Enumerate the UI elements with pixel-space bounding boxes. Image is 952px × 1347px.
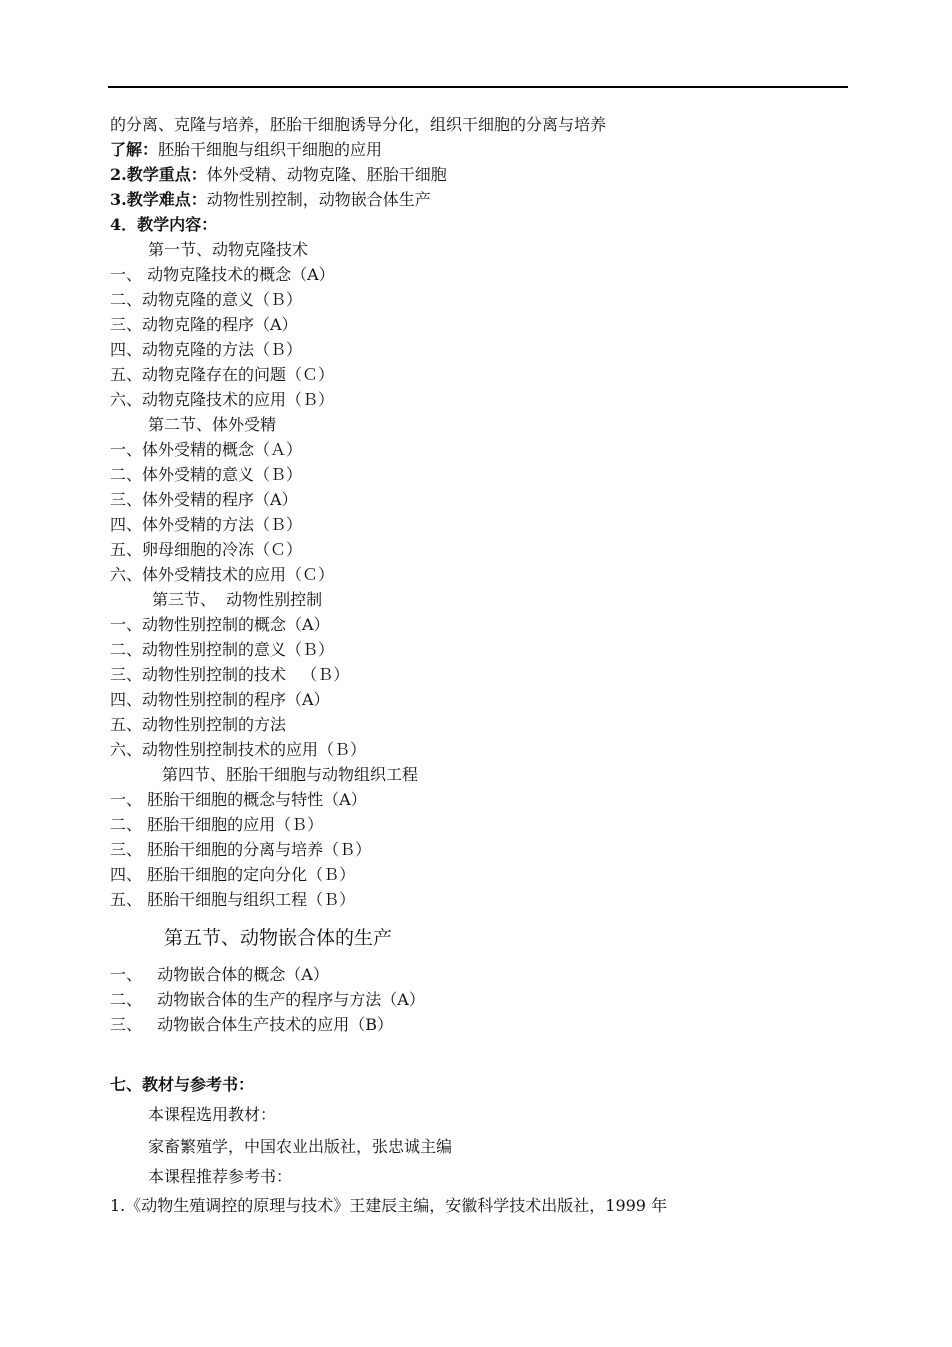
text-line — [110, 140, 382, 160]
line-label: 了解： — [110, 140, 159, 159]
list-item: 五、 胚胎干细胞与组织工程（Ｂ） — [110, 890, 356, 909]
list-item: 二、动物性别控制的意义（Ｂ） — [110, 640, 335, 659]
list-item: 五、动物性别控制的方法 — [110, 715, 287, 734]
list-item: 六、动物克隆技术的应用（Ｂ） — [110, 390, 335, 409]
list-item: 四、动物克隆的方法（Ｂ） — [110, 340, 303, 359]
list-item: 二、 胚胎干细胞的应用（Ｂ） — [110, 815, 324, 834]
list-item: 一、体外受精的概念（Ａ） — [110, 440, 303, 459]
list-item: 一、 动物克隆技术的概念（A） — [110, 265, 335, 284]
list-item: 六、动物性别控制技术的应用（Ｂ） — [110, 740, 367, 759]
subsection-title: 第四节、胚胎干细胞与动物组织工程 — [162, 765, 419, 784]
list-item: 三、 胚胎干细胞的分离与培养（Ｂ） — [110, 840, 372, 859]
list-item: 二、动物克隆的意义（Ｂ） — [110, 290, 303, 309]
text-line: 本课程选用教材： — [148, 1105, 277, 1124]
list-item: 五、卵母细胞的冷冻（Ｃ） — [110, 540, 303, 559]
list-item: 五、动物克隆存在的问题（Ｃ） — [110, 365, 335, 384]
list-item: 四、动物性别控制的程序（A） — [110, 690, 330, 709]
text-line: 本课程推荐参考书： — [148, 1167, 293, 1186]
line-text: 体外受精、动物克隆、胚胎干细胞 — [206, 165, 447, 184]
list-item: 二、体外受精的意义（Ｂ） — [110, 465, 303, 484]
line-label: 3.教学难点： — [110, 190, 207, 209]
text-line: 家畜繁殖学，中国农业出版社，张忠诚主编 — [148, 1137, 453, 1156]
subsection-title: 第一节、动物克隆技术 — [148, 240, 309, 259]
list-item: 一、 动物嵌合体的概念（A） — [110, 965, 329, 984]
text-line — [110, 165, 447, 185]
list-item: 一、动物性别控制的概念（A） — [110, 615, 330, 634]
subsection-title: 第三节、 动物性别控制 — [152, 590, 323, 609]
header-rule — [108, 86, 848, 88]
subsection-title: 第五节、动物嵌合体的生产 — [164, 927, 393, 949]
text-line — [110, 1075, 254, 1095]
text-line — [110, 215, 217, 235]
reference-item: 1.《动物生殖调控的原理与技术》王建辰主编，安徽科学技术出版社，1999 年 — [110, 1196, 668, 1215]
list-item: 四、 胚胎干细胞的定向分化（Ｂ） — [110, 865, 356, 884]
list-item: 四、体外受精的方法（Ｂ） — [110, 515, 303, 534]
line-text: 胚胎干细胞与组织干细胞的应用 — [158, 140, 383, 159]
text-line — [110, 190, 431, 210]
list-item: 二、 动物嵌合体的生产的程序与方法（A） — [110, 990, 425, 1009]
list-item: 一、 胚胎干细胞的概念与特性（A） — [110, 790, 367, 809]
list-item: 三、体外受精的程序（A） — [110, 490, 298, 509]
list-item: 三、动物克隆的程序（A） — [110, 315, 298, 334]
subsection-title: 第二节、体外受精 — [148, 415, 277, 434]
line-label: 2.教学重点： — [110, 165, 207, 184]
list-item: 六、体外受精技术的应用（Ｃ） — [110, 565, 335, 584]
text-line: 的分离、克隆与培养，胚胎干细胞诱导分化，组织干细胞的分离与培养 — [110, 115, 607, 134]
list-item: 三、 动物嵌合体生产技术的应用（B） — [110, 1015, 394, 1034]
list-item: 三、动物性别控制的技术 （Ｂ） — [110, 665, 350, 684]
line-text: 动物性别控制，动物嵌合体生产 — [206, 190, 431, 209]
section-heading: 七、教材与参考书： — [110, 1075, 255, 1094]
section-heading: 4．教学内容： — [110, 215, 218, 234]
